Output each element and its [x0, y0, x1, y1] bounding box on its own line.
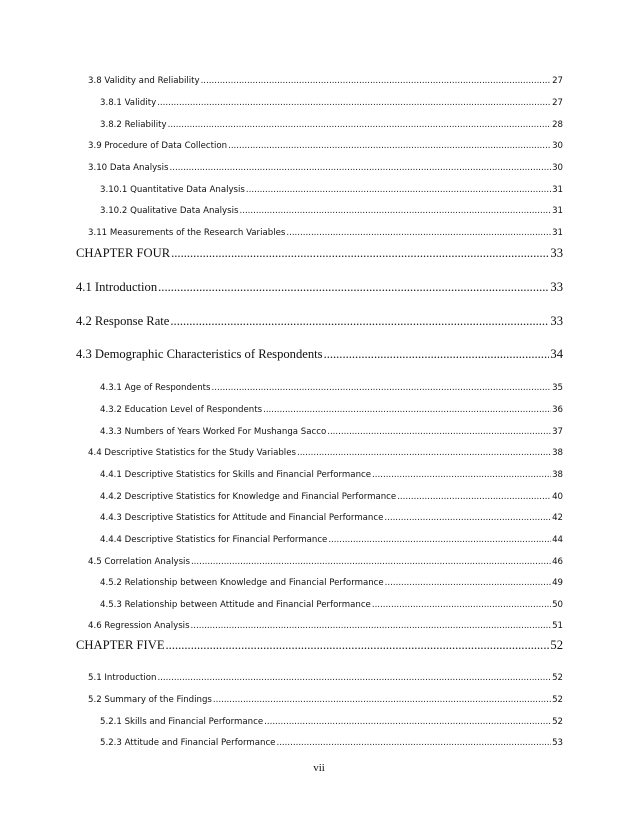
toc-entry — [88, 76, 563, 86]
toc-entry-title: 3.9 Procedure of Data Collection — [88, 141, 228, 151]
toc-entry — [100, 185, 563, 195]
toc-entry-page: 33 — [550, 314, 563, 328]
toc-entry-title: 5.2.3 Attitude and Financial Performance — [100, 738, 276, 748]
toc-entry-page: 50 — [552, 600, 563, 610]
toc-entry-page: 31 — [552, 228, 563, 238]
toc-entry-title: CHAPTER FOUR — [76, 246, 171, 260]
toc-entry-title: 4.3.3 Numbers of Years Worked For Mushanga Sacco — [100, 427, 327, 437]
toc-leader — [212, 383, 552, 393]
toc-entry — [88, 673, 563, 683]
toc-leader — [297, 448, 551, 458]
toc-entry-page: 35 — [552, 383, 563, 393]
page-number: vii — [313, 762, 325, 774]
toc-leader — [385, 578, 551, 588]
toc-entry-title: CHAPTER FIVE — [76, 638, 165, 652]
toc-entry-title: 4.4.3 Descriptive Statistics for Attitude and Financial Performance — [100, 513, 384, 523]
toc-section-heading — [76, 314, 563, 329]
toc-entry — [88, 228, 563, 238]
toc-leader — [276, 738, 551, 748]
toc-leader — [168, 120, 551, 130]
toc-entry-title: 4.5.3 Relationship between Attitude and Financial Performance — [100, 600, 371, 610]
toc-entry-page: 27 — [552, 98, 563, 108]
toc-entry-page: 52 — [552, 717, 563, 727]
toc-entry-page: 28 — [552, 120, 563, 130]
toc-entry-page: 38 — [552, 448, 563, 458]
toc-entry — [88, 141, 563, 151]
toc-leader — [191, 557, 551, 567]
toc-leader — [170, 314, 549, 329]
toc-entry-page: 53 — [552, 738, 563, 748]
toc-entry — [88, 163, 563, 173]
toc-entry — [100, 535, 563, 545]
toc-entry-title: 4.5 Correlation Analysis — [88, 557, 190, 567]
toc-entry-page: 42 — [552, 513, 563, 523]
toc-entry-page: 37 — [552, 427, 563, 437]
toc-entry-title: 3.10 Data Analysis — [88, 163, 169, 173]
toc-entry-title: 4.4.1 Descriptive Statistics for Skills and Financial Performance — [100, 470, 372, 480]
toc-entry-title: 4.3 Demographic Characteristics of Respondents — [76, 347, 323, 361]
toc-entry — [88, 557, 563, 567]
toc-entry-page: 31 — [552, 185, 563, 195]
toc-leader — [166, 638, 550, 653]
toc-section-heading — [76, 347, 563, 362]
toc-entry — [100, 427, 563, 437]
toc-entry-title: 3.8.2 Reliability — [100, 120, 167, 130]
toc-leader — [397, 492, 551, 502]
toc-entry — [100, 98, 563, 108]
toc-entry-page: 52 — [552, 695, 563, 705]
toc-leader — [171, 246, 549, 261]
toc-entry-title: 3.10.2 Qualitative Data Analysis — [100, 206, 239, 216]
toc-leader — [324, 347, 550, 362]
toc-entry — [88, 448, 563, 458]
toc-entry-page: 31 — [552, 206, 563, 216]
toc-entry-page: 52 — [550, 638, 563, 652]
toc-entry-title: 3.10.1 Quantitative Data Analysis — [100, 185, 245, 195]
toc-leader — [264, 717, 551, 727]
toc-entry — [100, 717, 563, 727]
toc-entry — [100, 600, 563, 610]
toc-leader — [327, 427, 551, 437]
toc-entry-page: 27 — [552, 76, 563, 86]
toc-entry-page: 52 — [552, 673, 563, 683]
toc-entry — [88, 621, 563, 631]
toc-entry-page: 30 — [552, 163, 563, 173]
toc-entry-title: 3.8 Validity and Reliability — [88, 76, 200, 86]
toc-entry — [100, 405, 563, 415]
toc-entry-title: 3.8.1 Validity — [100, 98, 157, 108]
toc-entry — [100, 492, 563, 502]
toc-entry-page: 51 — [552, 621, 563, 631]
toc-entry-page: 46 — [552, 557, 563, 567]
toc-leader — [286, 228, 551, 238]
toc-chapter-heading — [76, 638, 563, 653]
toc-entry-title: 4.5.2 Relationship between Knowledge and Financial Performance — [100, 578, 384, 588]
toc-leader — [158, 280, 549, 295]
toc-entry — [100, 383, 563, 393]
toc-entry-title: 4.4 Descriptive Statistics for the Study Variables — [88, 448, 296, 458]
toc-leader — [157, 673, 551, 683]
toc-entry-title: 4.4.2 Descriptive Statistics for Knowledge and Financial Performance — [100, 492, 397, 502]
toc-leader — [372, 600, 551, 610]
toc-entry-title: 4.2 Response Rate — [76, 314, 170, 328]
toc-entry — [100, 206, 563, 216]
toc-entry — [100, 120, 563, 130]
toc-entry-page: 36 — [552, 405, 563, 415]
toc-entry-page: 38 — [552, 470, 563, 480]
toc-entry — [88, 695, 563, 705]
toc-leader — [384, 513, 551, 523]
toc-entry-page: 30 — [552, 141, 563, 151]
toc-leader — [239, 206, 551, 216]
toc-entry-title: 4.4.4 Descriptive Statistics for Financial Performance — [100, 535, 328, 545]
toc-entry-title: 4.1 Introduction — [76, 280, 158, 294]
toc-entry — [100, 513, 563, 523]
toc-leader — [372, 470, 551, 480]
toc-entry-page: 33 — [550, 246, 563, 260]
toc-entry-page: 44 — [552, 535, 563, 545]
toc-leader — [328, 535, 551, 545]
toc-leader — [228, 141, 551, 151]
toc-entry-title: 4.6 Regression Analysis — [88, 621, 190, 631]
toc-leader — [201, 76, 551, 86]
toc-entry-page: 34 — [550, 347, 563, 361]
toc-chapter-heading — [76, 246, 563, 261]
toc-entry-title: 5.2 Summary of the Findings — [88, 695, 212, 705]
toc-entry — [100, 578, 563, 588]
toc-leader — [157, 98, 551, 108]
toc-leader — [213, 695, 551, 705]
toc-entry — [100, 738, 563, 748]
toc-entry-title: 4.3.1 Age of Respondents — [100, 383, 211, 393]
toc-entry-title: 3.11 Measurements of the Research Variables — [88, 228, 286, 238]
toc-leader — [263, 405, 551, 415]
toc-leader — [246, 185, 551, 195]
toc-section-heading — [76, 280, 563, 295]
toc-entry-page: 40 — [552, 492, 563, 502]
toc-entry-title: 5.2.1 Skills and Financial Performance — [100, 717, 264, 727]
toc-leader — [191, 621, 552, 631]
toc-leader — [170, 163, 552, 173]
toc-entry-title: 4.3.2 Education Level of Respondents — [100, 405, 263, 415]
toc-entry-page: 49 — [552, 578, 563, 588]
toc-entry-page: 33 — [550, 280, 563, 294]
toc-entry — [100, 470, 563, 480]
toc-entry-title: 5.1 Introduction — [88, 673, 157, 683]
